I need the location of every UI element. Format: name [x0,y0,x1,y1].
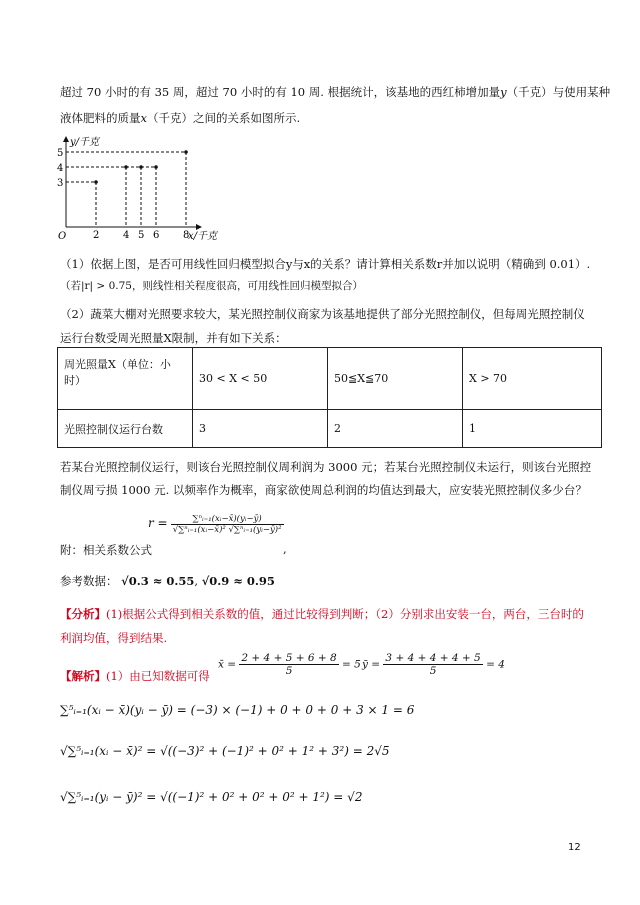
intro-text-d: （千克）之间的关系如图所示. [147,111,301,125]
ref-label: 参考数据： [60,574,118,588]
question-2-line-2: 运行台数受周光照量X限制，并有如下关系： [60,331,287,345]
page-number: 12 [568,842,581,853]
equation-2: √∑⁵ᵢ₌₁(xᵢ − x̄)² = √((−3)² + (−1)² + 0² + 1² + 3²) = 2√5 [60,744,390,758]
x-tick-label: 5 [138,230,145,241]
table-val-2: 2 [328,410,463,448]
data-point [154,165,158,169]
solution-text: (1）由已知数据可得 [106,669,210,683]
intro-line-2 [60,110,300,126]
formula-fraction [171,514,284,535]
y-mean [362,652,505,677]
table-val-3: 1 [463,410,602,448]
scatter-chart [56,133,218,243]
xbar-fraction [239,652,338,677]
xbar-denominator: 5 [285,665,293,677]
y-axis-label: y/千克 [70,137,100,148]
table-row-label: 光照控制仪运行台数 [58,410,193,448]
intro-text-c: 液体肥料的质量 [60,111,141,125]
solution-line [60,668,210,684]
y-tick-label: 4 [57,163,64,174]
ybar-numerator: 3 + 4 + 4 + 4 + 5 [385,652,481,664]
ybar-denominator: 5 [429,665,437,677]
table-val-1: 3 [193,410,328,448]
table-col-2: 50≦X≦70 [328,348,463,410]
data-point [139,165,143,169]
analysis-line-1 [60,606,584,622]
y-tick-label: 3 [57,178,64,189]
origin-label: O [58,231,67,242]
solution-tag: 【解析】 [60,669,106,683]
after-table-line-1: 若某台光照控制仪运行，则该台光照控制仪周利润为 3000 元；若某台光照控制仪未运行，则该台光照控 [60,460,592,474]
data-point [124,165,128,169]
x-tick-label: 4 [123,230,130,241]
equation-1: ∑⁵ᵢ₌₁(xᵢ − x̄)(yᵢ − ȳ) = (−3) × (−1) + 0 + 0 + 0 + 3 × 1 = 6 [60,703,415,717]
data-point [184,150,188,154]
ref-data-1: √0.3 ≈ 0.55 [121,574,195,588]
intro-text-a: 超过 70 小时的有 35 周，超过 70 小时的有 10 周. 根据统计，该基地的西红柿增加量 [60,85,501,99]
x-mean [218,652,361,677]
analysis-text: (1)根据公式得到相关系数的值，通过比较得到判断；（2）分别求出安装一台，两台，三台时的 [106,607,584,621]
var-x: x [140,111,147,125]
table-header-cell: 周光照量X（单位：小时） [58,348,193,410]
ref-data-2: √0.9 ≈ 0.95 [201,574,275,588]
xbar-numerator: 2 + 4 + 5 + 6 + 8 [241,652,337,664]
analysis-line-2: 利润均值，得到结果. [60,631,168,645]
light-control-table [57,347,602,448]
after-table-line-2: 制仪周亏损 1000 元. 以频率作为概率，商家欲使周总利润的均值达到最大，应安装光照控制仪多少台？ [60,483,587,497]
question-1: （1）依据上图，是否可用线性回归模型拟合y与x的关系？请计算相关系数r并加以说明（精确到 0.01）. [60,257,591,271]
table-col-3: X > 70 [463,348,602,410]
equation-3: √∑⁵ᵢ₌₁(yᵢ − ȳ)² = √((−1)² + 0² + 0² + 0² + 1²) = √2 [60,790,363,804]
table-row [58,410,602,448]
ybar-result: = 4 [486,658,505,671]
ybar-label: ȳ = [362,658,381,671]
reference-data: 参考数据： √0.3 ≈ 0.55, √0.9 ≈ 0.95 [60,574,275,588]
var-y: y [500,85,507,99]
analysis-tag: 【分析】 [60,607,106,621]
x-tick-label: 8 [183,230,190,241]
formula-numerator: ∑ⁿᵢ₌₁(xᵢ−x̄)(yᵢ−ȳ) [171,514,284,525]
ybar-fraction [383,652,482,677]
x-tick-label: 6 [153,230,160,241]
question-1-note: （若|r| > 0.75，则线性相关程度很高，可用线性回归模型拟合） [60,280,363,292]
formula-comma: , [283,542,287,556]
x-tick-label: 2 [93,230,100,241]
xbar-result: = 5 [342,658,361,671]
question-2-line-1: （2）蔬菜大棚对光照要求较大，某光照控制仪商家为该基地提供了部分光照控制仪，但每周光照控制仪 [60,307,585,321]
correlation-formula [148,514,284,535]
table-col-1: 30 < X < 50 [193,348,328,410]
xbar-label: x̄ = [218,658,237,671]
data-point [94,180,98,184]
x-axis-label: x/千克 [188,231,218,242]
intro-text-b: （千克）与使用某种 [506,85,611,99]
intro-line-1 [60,84,610,100]
formula-label: 附：相关系数公式 [60,543,152,557]
y-tick-label: 5 [57,148,64,159]
table-row [58,348,602,410]
formula-denominator: √∑ⁿᵢ₌₁(xᵢ−x̄)² √∑ⁿᵢ₌₁(yᵢ−ȳ)² [172,525,282,535]
formula-lhs: r = [148,516,168,530]
